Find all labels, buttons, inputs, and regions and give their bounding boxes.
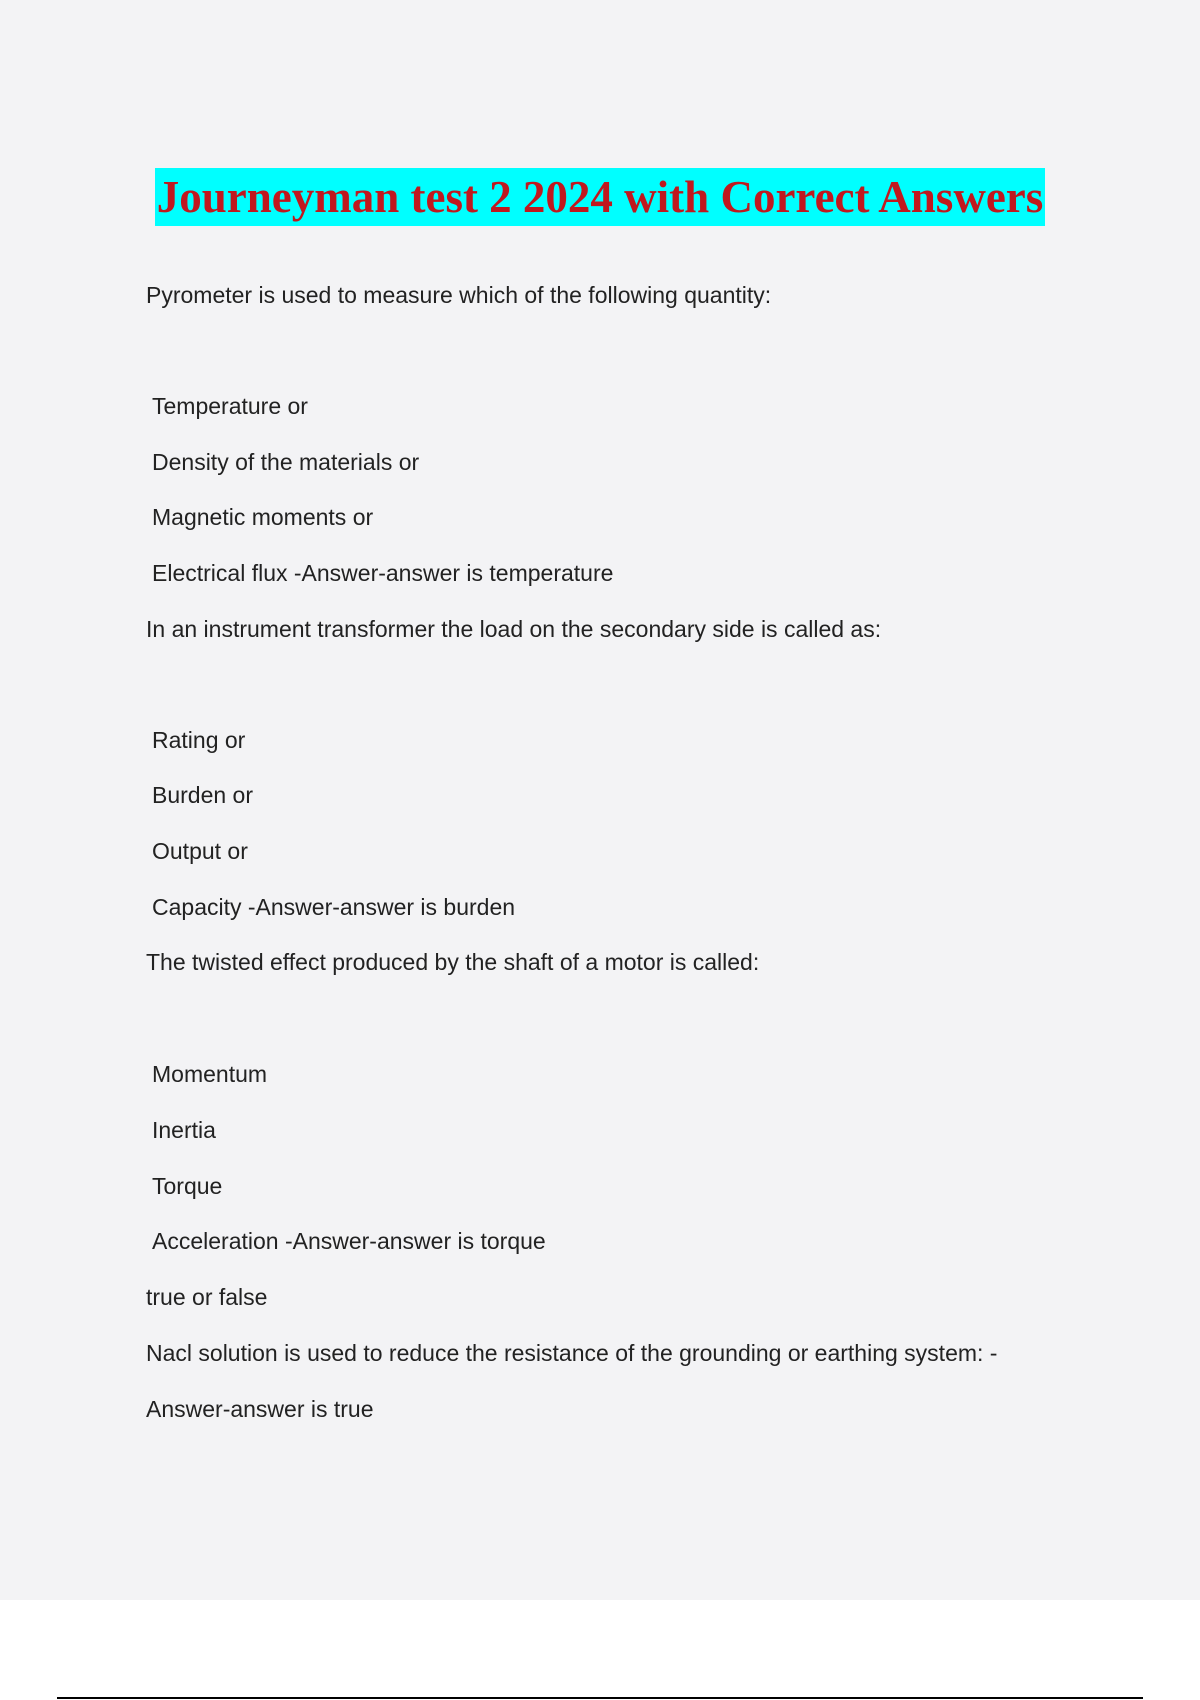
question-2-option-3: Output or — [152, 838, 248, 864]
question-1-option-3: Magnetic moments or — [152, 504, 374, 530]
true-false-heading: true or false — [146, 1284, 268, 1310]
question-1-prompt: Pyrometer is used to measure which of the following quantity: — [146, 282, 772, 308]
page-footer — [0, 1600, 1200, 1700]
true-false-statement: Nacl solution is used to reduce the resistance of the grounding or earthing system: - — [146, 1340, 998, 1366]
question-2-option-4: Capacity -Answer-answer is burden — [152, 894, 516, 920]
question-3-option-2: Inertia — [152, 1117, 216, 1143]
question-1-option-2: Density of the materials or — [152, 449, 420, 475]
question-1-option-1: Temperature or — [152, 393, 308, 419]
question-2-option-1: Rating or — [152, 727, 246, 753]
question-2-prompt: In an instrument transformer the load on the secondary side is called as: — [146, 616, 882, 642]
document-title: Journeyman test 2 2024 with Correct Answers — [155, 168, 1046, 226]
true-false-answer: Answer-answer is true — [146, 1396, 374, 1422]
question-3-option-4: Acceleration -Answer-answer is torque — [152, 1228, 546, 1254]
question-2-option-2: Burden or — [152, 782, 254, 808]
question-3-prompt: The twisted effect produced by the shaft of a motor is called: — [146, 949, 760, 975]
question-3-option-1: Momentum — [152, 1061, 268, 1087]
question-1-option-4: Electrical flux -Answer-answer is temperature — [152, 560, 614, 586]
footer-divider — [57, 1697, 1143, 1699]
question-3-option-3: Torque — [152, 1173, 223, 1199]
